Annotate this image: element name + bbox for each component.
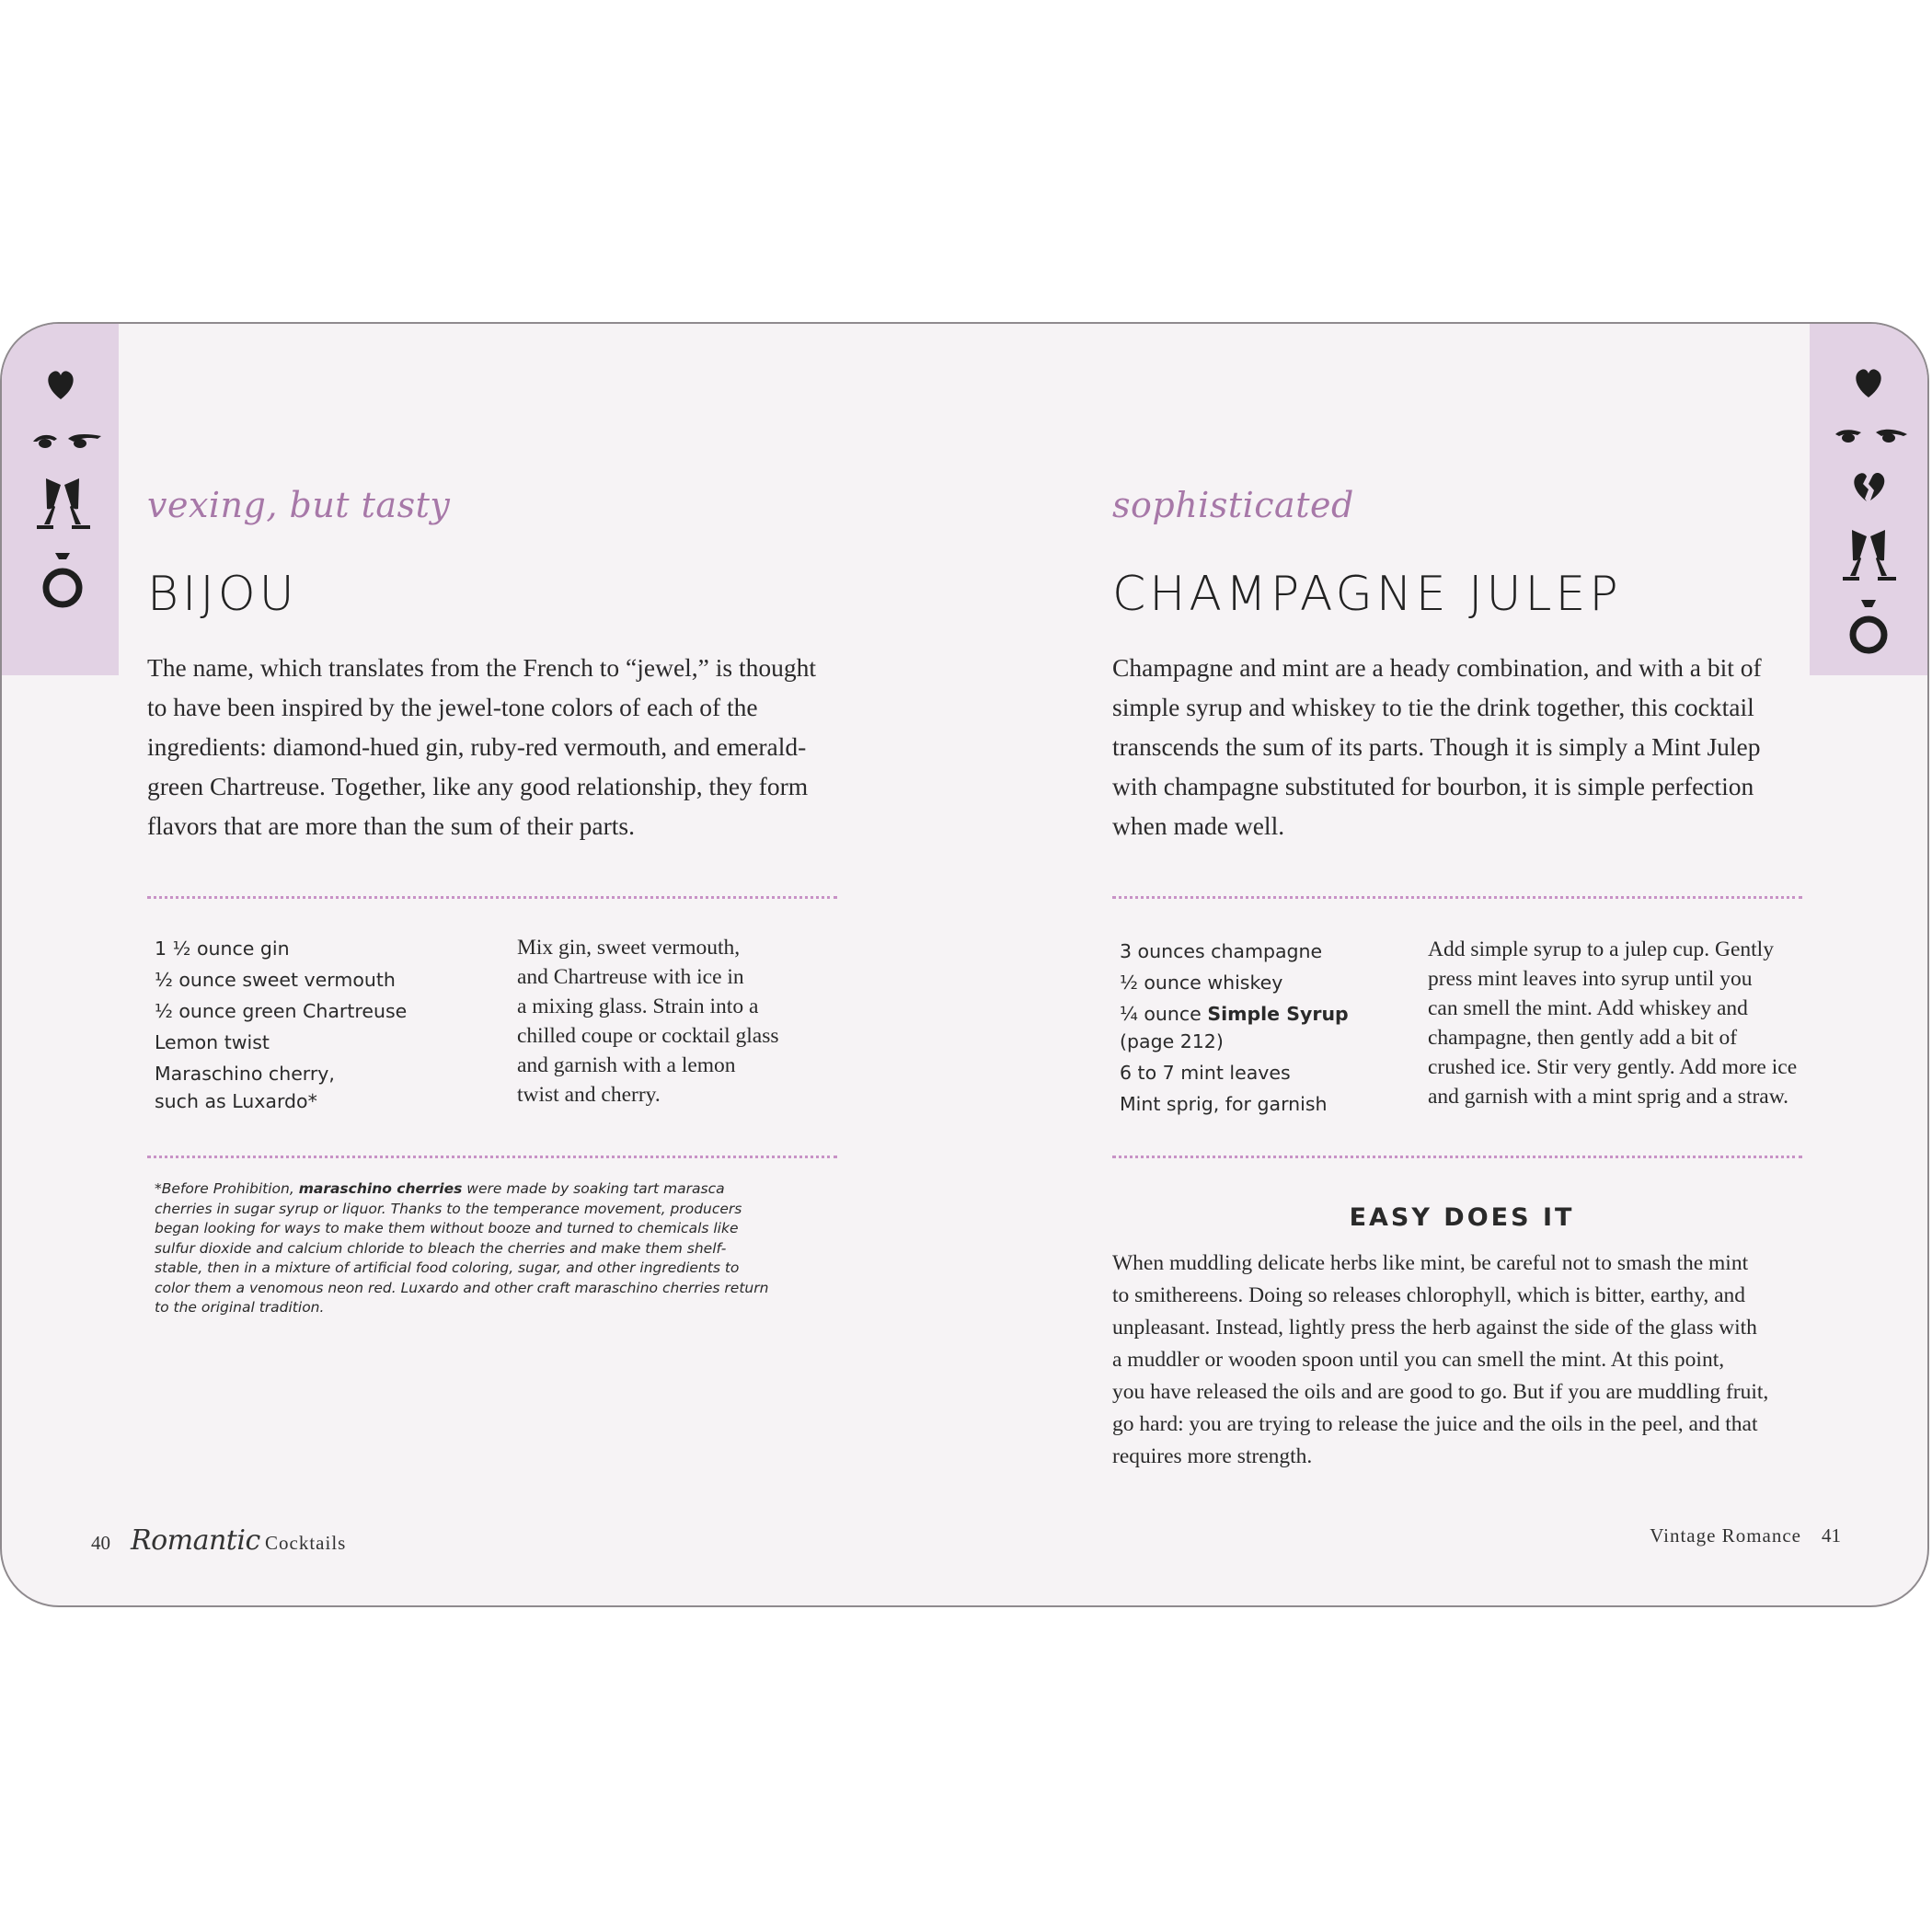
heart-icon — [1856, 369, 1880, 397]
ingredient-item: Mint sprig, for garnish — [1120, 1093, 1328, 1115]
recipe-intro: Champagne and mint are a heady combination, and with a bit of simple syrup and whiskey to tie the drink together, this cocktail transcends the sum of its parts. Though it is simply a Mint Julep with champagne substituted for bourbon, it is simple perfection when made well. — [1112, 653, 1762, 840]
ingredient-item: ¼ ounce Simple Syrup (page 212) — [1120, 1003, 1349, 1052]
recipe-intro: The name, which translates from the French to “jewel,” is thought to have been inspired by the jewel-tone colors of each of the ingredients: diamond-hued gin, ruby-red vermouth, and emerald- green Chartreuse. Together, like any good relationship, they form flavors that are more than the sum of their parts. — [147, 653, 817, 840]
recipe-tagline: sophisticated — [1112, 485, 1354, 525]
ingredient-item: 1 ½ ounce gin — [155, 937, 290, 960]
footnote: *Before Prohibition, maraschino cherries were made by soaking tart marasca cherries in sugar syrup or liquor. Thanks to the temperance movement, producers began looking for ways to make them without booze and turned to chemicals like sulfur dioxide and calcium chloride to bleach the cherries and make them shelf- stable, then in a mixture of artificial food coloring, sugar, and other ingredients to color them a venomous neon red. Luxardo and other craft maraschino cherries return to the original tradition. — [155, 1180, 769, 1316]
right-folio — [1650, 1524, 1841, 1547]
ingredient-list — [1120, 937, 1349, 1121]
ingredient-list — [155, 935, 407, 1119]
ingredient-item: ½ ounce whiskey — [1120, 972, 1283, 994]
ring-icon — [46, 553, 79, 604]
champagne-glasses-icon — [37, 478, 90, 529]
recipe-title: BIJOU — [147, 567, 298, 622]
left-thumb-tab — [2, 324, 119, 675]
ingredient-item: 6 to 7 mint leaves — [1120, 1062, 1291, 1084]
ingredient-item: 3 ounces champagne — [1120, 940, 1323, 962]
ring-icon — [1853, 600, 1884, 650]
sidebar-body: When muddling delicate herbs like mint, be careful not to smash the mint to smithereens. Doing so releases chlorophyll, which is bitter, earthy, and unpleasant. Instead, lightly press the herb against the side of the glass with a muddler or wooden spoon until you can smell the mint. At this point, you have released the oils and are good to go. But if you are muddling fruit, go hard: you are trying to release the juice and the oils in the peel, and that requires more strength. — [1112, 1251, 1769, 1468]
recipe-tagline: vexing, but tasty — [147, 485, 451, 525]
champagne-glasses-icon — [1843, 530, 1896, 581]
right-page — [1112, 324, 1811, 1605]
recipe-title: CHAMPAGNE JULEP — [1112, 567, 1622, 622]
page-number: 40 — [91, 1532, 110, 1554]
sidebar-heading: EASY DOES IT — [1349, 1203, 1575, 1232]
dotted-divider — [1112, 1156, 1802, 1158]
ingredient-item: Lemon twist — [155, 1031, 270, 1053]
left-folio — [91, 1524, 346, 1557]
recipe-method: Add simple syrup to a julep cup. Gently press mint leaves into syrup until you can smell the mint. Add whiskey and champagne, then gently add a bit of crushed ice. Stir very gently. Add more ice and garnish with a mint sprig and a straw. — [1428, 937, 1798, 1109]
footnote-emphasis: maraschino cherries — [298, 1180, 463, 1197]
recipe-method: Mix gin, sweet vermouth, and Chartreuse with ice in a mixing glass. Strain into a chilled coupe or cocktail glass and garnish with a lemon twist and cherry. — [517, 936, 779, 1107]
page-number: 41 — [1822, 1524, 1841, 1547]
eyes-icon — [33, 434, 101, 448]
book-spread — [0, 322, 1929, 1607]
right-thumb-tab — [1810, 324, 1927, 675]
dotted-divider — [147, 1156, 837, 1158]
book-title: Cocktails — [265, 1532, 347, 1554]
left-page — [147, 324, 839, 1605]
section-title: Vintage Romance — [1650, 1524, 1801, 1547]
cross-reference: Simple Syrup — [1207, 1003, 1349, 1025]
broken-heart-icon — [1854, 473, 1884, 501]
dotted-divider — [1112, 896, 1802, 899]
dotted-divider — [147, 896, 837, 899]
ingredient-item: ½ ounce sweet vermouth — [155, 969, 396, 991]
eyes-icon — [1835, 430, 1907, 443]
ingredient-item: Maraschino cherry, such as Luxardo* — [155, 1063, 335, 1112]
book-title-script: Romantic — [131, 1524, 260, 1557]
ingredient-item: ½ ounce green Chartreuse — [155, 1000, 408, 1022]
heart-icon — [48, 371, 73, 399]
